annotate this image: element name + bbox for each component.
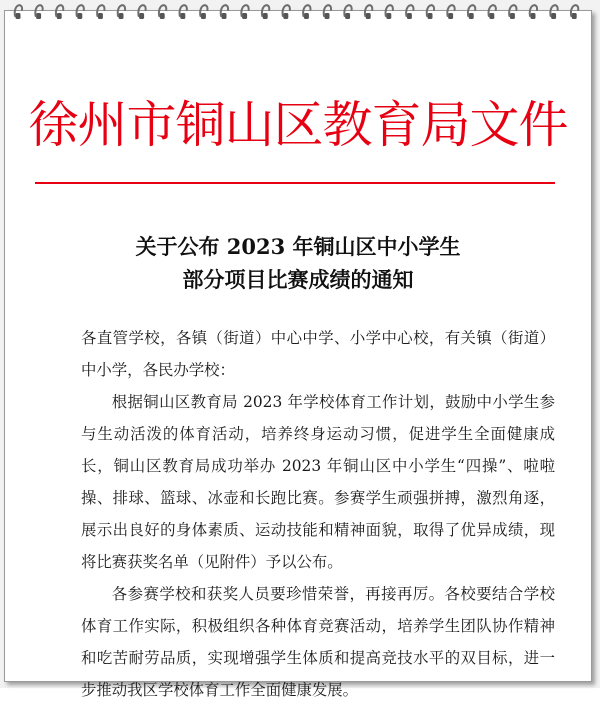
binding-hole: [16, 13, 21, 19]
notice-title-line-1: 关于公布 2023 年铜山区中小学生: [135, 234, 461, 259]
binding-hole: [469, 13, 474, 19]
binding-hole: [283, 13, 288, 19]
binding-hole: [36, 13, 41, 19]
binding-hole: [160, 13, 165, 19]
binding-hole: [366, 13, 371, 19]
red-header-rule: [35, 182, 555, 184]
binding-hole: [304, 13, 309, 19]
body-paragraph-1: 根据铜山区教育局 2023 年学校体育工作计划，鼓励中小学生参与生动活泼的体育活动，培养终身运动习惯，促进学生全面健康成长，铜山区教育局成功举办 2023 年铜山区中小学生“四操”、啦啦操、排球、篮球、冰壶和长跑比赛。参赛学生顽强拼搏，激烈角逐，展示出良好的身体素质、运动技能和精神面貌，取得了优异成绩，现将比赛获奖名单（见附件）予以公布。: [81, 393, 555, 571]
binding-hole: [572, 13, 577, 19]
binding-hole: [325, 13, 330, 19]
binding-hole: [180, 13, 185, 19]
binding-hole: [386, 13, 391, 19]
binding-hole: [98, 13, 103, 19]
binding-hole: [345, 13, 350, 19]
spiral-binding: [8, 0, 592, 22]
document-sheet: [4, 10, 592, 699]
notice-body: [81, 322, 555, 706]
binding-hole: [201, 13, 206, 19]
binding-hole: [428, 13, 433, 19]
addressee: 各直管学校，各镇（街道）中心中学、小学中心校，有关镇（街道）中小学，各民办学校：: [81, 329, 555, 379]
binding-hole: [57, 13, 62, 19]
body-paragraph-2: 各参赛学校和获奖人员要珍惜荣誉，再接再厉。各校要结合学校体育工作实际，积极组织各种体育竞赛活动，培养学生团队协作精神和吃苦耐劳品质，实现增强学生体质和提高竞技水平的双目标，进一步推动我区学校体育工作全面健康发展。: [81, 585, 555, 699]
binding-hole: [407, 13, 412, 19]
document-heading: 徐州市铜山区教育局文件: [28, 96, 568, 154]
binding-hole: [448, 13, 453, 19]
binding-hole: [222, 13, 227, 19]
binding-hole: [263, 13, 268, 19]
binding-hole: [119, 13, 124, 19]
binding-hole: [77, 13, 82, 19]
binding-hole: [242, 13, 247, 19]
binding-hole: [489, 13, 494, 19]
binding-hole: [531, 13, 536, 19]
binding-hole: [551, 13, 556, 19]
notice-title-line-2: 部分项目比赛成绩的通知: [182, 267, 414, 292]
binding-hole: [510, 13, 515, 19]
binding-hole: [139, 13, 144, 19]
